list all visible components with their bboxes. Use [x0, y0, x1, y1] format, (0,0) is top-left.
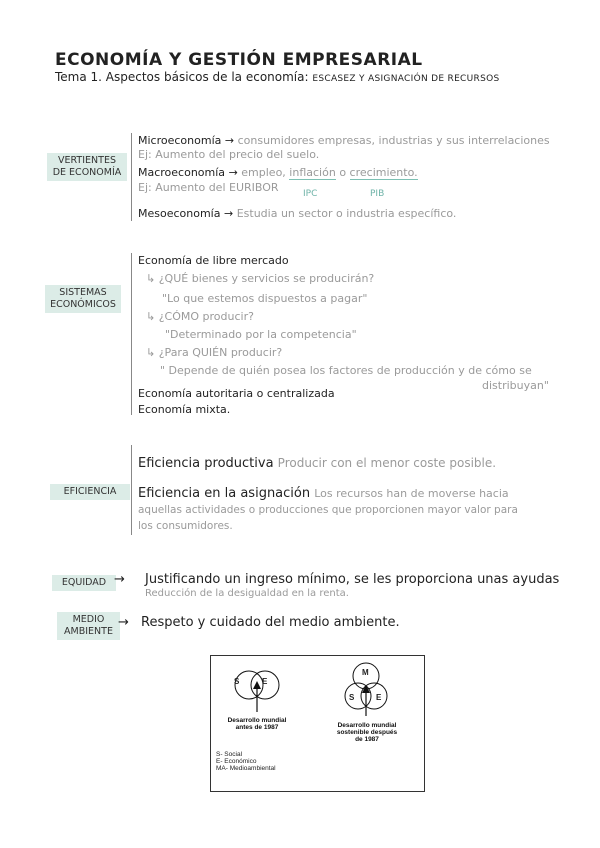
macro-desc-inflacion: inflación: [289, 166, 336, 179]
productiva-title: Eficiencia productiva: [138, 456, 274, 471]
arrow-icon: →: [228, 166, 242, 179]
venn-left-label-s: S: [234, 677, 240, 686]
asignacion-desc-3: los consumidores.: [138, 520, 233, 532]
venn-right-label-m: M: [362, 668, 369, 677]
macro-desc-crecimiento: crecimiento.: [349, 166, 418, 179]
subtitle-main: Tema 1. Aspectos básicos de la economía:: [55, 70, 309, 84]
micro-title: Microeconomía: [138, 134, 222, 147]
answer-como: "Determinado por la competencia": [165, 328, 357, 341]
page-title: ECONOMÍA Y GESTIÓN EMPRESARIAL: [55, 50, 423, 70]
sistemas-tag: SISTEMAS ECONÓMICOS: [45, 285, 121, 313]
meso-desc: Estudia un sector o industria específico.: [236, 207, 457, 220]
answer-que: "Lo que estemos dispuestos a pagar": [162, 292, 368, 305]
macro-line: [138, 166, 418, 179]
right-caption-line-3: de 1987: [355, 736, 379, 743]
right-caption-line-1: Desarrollo mundial: [337, 722, 397, 729]
macro-example: Ej: Aumento del EURIBOR: [138, 181, 279, 194]
vertientes-tag: VERTIENTES DE ECONOMÍA: [47, 153, 127, 181]
asignacion-desc-2: aquellas actividades o producciones que proporcionen mayor valor para: [138, 504, 518, 516]
answer-quien-1: " Depende de quién posea los factores de producción y de cómo se: [160, 364, 532, 377]
question-que: ↳ ¿QUÉ bienes y servicios se producirán?: [146, 272, 375, 285]
subtitle-caps: ESCASEZ Y ASIGNACIÓN DE RECURSOS: [312, 74, 500, 84]
answer-quien-2: distribuyan": [482, 379, 549, 392]
question-como-text: ¿CÓMO producir?: [158, 310, 254, 323]
medio-tag: MEDIO AMBIENTE: [57, 612, 120, 640]
productiva-desc: Producir con el menor coste posible.: [277, 456, 497, 470]
micro-line: [138, 134, 550, 147]
arrow-icon: →: [118, 615, 129, 630]
equidad-desc: Justificando un ingreso mínimo, se les proporciona unas ayudas: [145, 572, 560, 587]
macro-desc-3: o: [339, 166, 347, 179]
figure-legend: [216, 751, 276, 772]
medio-desc: Respeto y cuidado del medio ambiente.: [141, 615, 400, 630]
economia-autoritaria: Economía autoritaria o centralizada: [138, 387, 335, 400]
asignacion-line: [138, 486, 509, 501]
economia-mixta: Economía mixta.: [138, 403, 231, 416]
legend-social: S- Social: [216, 751, 243, 758]
macro-note-ipc: IPC: [303, 189, 318, 199]
macro-title: Macroeconomía: [138, 166, 226, 179]
arrow-icon: →: [114, 572, 125, 587]
sustainability-figure: [210, 655, 425, 792]
question-quien: ↳ ¿Para QUIÉN producir?: [146, 346, 283, 359]
page-subtitle: [55, 70, 500, 84]
macro-desc-1: empleo,: [241, 166, 286, 179]
meso-title: Mesoeconomía: [138, 207, 221, 220]
question-como: ↳ ¿CÓMO producir?: [146, 310, 254, 323]
arrow-icon: →: [223, 207, 237, 220]
vertientes-bracket: [131, 133, 132, 221]
micro-desc: consumidores empresas, industrias y sus interrelaciones: [237, 134, 550, 147]
question-que-text: ¿QUÉ bienes y servicios se producirán?: [158, 272, 375, 285]
right-caption-line-2: sostenible después: [336, 729, 398, 736]
equidad-tag: EQUIDAD: [52, 575, 116, 591]
eficiencia-bracket: [131, 445, 132, 535]
venn-right-label-s: S: [349, 693, 355, 702]
eficiencia-tag: EFICIENCIA: [50, 484, 130, 500]
macro-note-pib: PIB: [370, 189, 385, 199]
venn-right-label-e: E: [376, 693, 382, 702]
legend-medioambiental: MA- Medioambiental: [216, 765, 276, 772]
venn-left-label-e: E: [262, 677, 268, 686]
equidad-sub: Reducción de la desigualdad en la renta.: [145, 588, 349, 599]
legend-economico: E- Económico: [216, 758, 257, 765]
arrow-icon: →: [224, 134, 238, 147]
productiva-line: [138, 456, 496, 471]
meso-line: [138, 207, 456, 220]
right-caption: [321, 722, 413, 743]
libre-mercado: Economía de libre mercado: [138, 254, 289, 267]
venn-right-circle-e: [361, 683, 387, 709]
question-quien-text: ¿Para QUIÉN producir?: [158, 346, 283, 359]
micro-example: Ej: Aumento del precio del suelo.: [138, 148, 320, 161]
sistemas-bracket: [131, 253, 132, 415]
asignacion-title: Eficiencia en la asignación: [138, 486, 311, 501]
arrow-head-icon: [253, 681, 261, 689]
left-caption-line-1: Desarrollo mundial: [227, 717, 287, 724]
left-caption-line-2: antes de 1987: [235, 724, 279, 731]
left-caption: [211, 717, 303, 731]
asignacion-desc-1: Los recursos han de moverse hacia: [314, 487, 509, 500]
